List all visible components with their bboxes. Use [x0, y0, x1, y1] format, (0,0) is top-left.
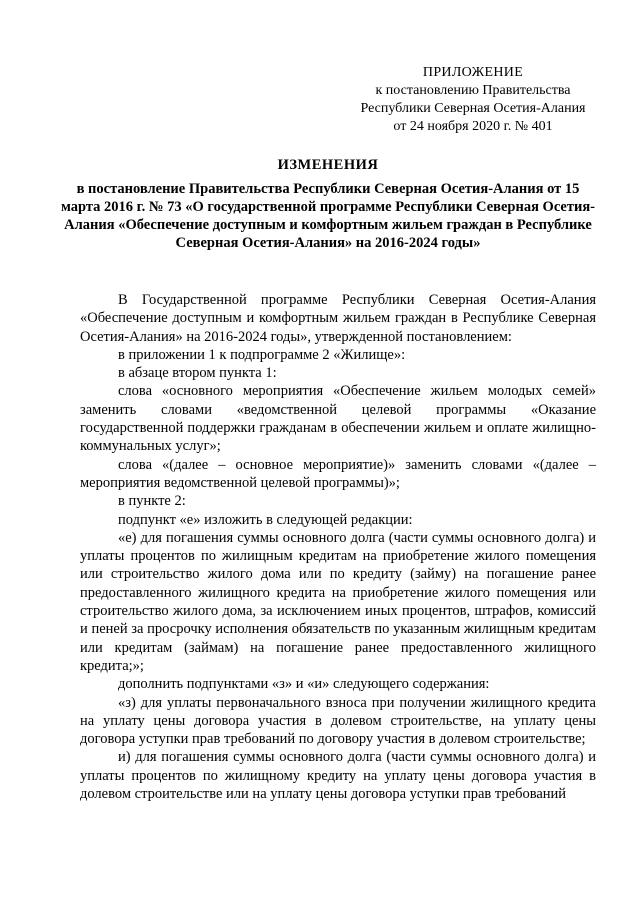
- document-body: [80, 291, 596, 803]
- body-paragraph: и) для погашения суммы основного долга (части суммы основного долга) и уплаты процентов по жилищному кредиту на уплату цены договора участия в долевом строительстве или на уплату цены договора уступки прав требований: [80, 749, 596, 803]
- body-paragraph: «е) для погашения суммы основного долга (части суммы основного долга) и уплаты процентов по жилищным кредитам на приобретение жилого помещения или строительство жилого дома или по кредиту (займу) на погашение ранее предоставленного жилищного кредита на приобретение жилого помещения или строительство жилого дома, за исключением иных процентов, штрафов, комиссий и пеней за просрочку исполнения обязательств по указанным жилищным кредитам или кредитам (займам) на погашение ранее предоставленного жилищного кредита;»;: [80, 529, 596, 674]
- appendix-line: Республики Северная Осетия-Алания: [360, 101, 586, 116]
- heading-title: ИЗМЕНЕНИЯ: [277, 157, 379, 173]
- body-paragraph: в абзаце втором пункта 1:: [118, 365, 277, 382]
- body-paragraph: в приложении 1 к подпрограмме 2 «Жилище»:: [118, 346, 406, 363]
- appendix-block: [348, 64, 598, 136]
- appendix-date-line: от 24 ноября 2020 г. № 401: [393, 119, 553, 134]
- body-paragraph: «з) для уплаты первоначального взноса при получении жилищного кредита на уплату цены договора участия в долевом строительстве, на уплату цены договора уступки прав требований по договору участия в долевом строительстве;: [80, 694, 596, 748]
- document-heading: [60, 156, 596, 252]
- body-paragraph: слова «основного мероприятия «Обеспечение жильем молодых семей» заменить словами «ведомственной целевой программы «Оказание государственной поддержки гражданам в обеспечении жильем и оплате жилищно-коммунальных услуг»;: [80, 383, 596, 455]
- body-paragraph: в пункте 2:: [118, 493, 186, 510]
- body-paragraph: слова «(далее – основное мероприятие)» заменить словами «(далее – мероприятия ведомственной целевой программы)»;: [80, 456, 596, 491]
- heading-subtitle: в постановление Правительства Республики Северная Осетия-Алания от 15 марта 2016 г. № 73 «О государственной программе Республики Северная Осетия-Алания «Обеспечение доступным и комфортным жильем граждан в Республике Северная Осетия-Алания» на 2016-2024 годы»: [60, 181, 596, 251]
- body-paragraph: В Государственной программе Республики Северная Осетия-Алания «Обеспечение доступным и комфортным жильем граждан в Республике Северная Осетия-Алания» на 2016-2024 годы», утвержденной постановлением:: [80, 292, 596, 345]
- body-paragraph: подпункт «е» изложить в следующей редакции:: [118, 511, 413, 528]
- appendix-title: ПРИЛОЖЕНИЕ: [422, 65, 524, 80]
- body-paragraph: дополнить подпунктами «з» и «и» следующего содержания:: [118, 676, 490, 693]
- appendix-line: к постановлению Правительства: [375, 83, 571, 98]
